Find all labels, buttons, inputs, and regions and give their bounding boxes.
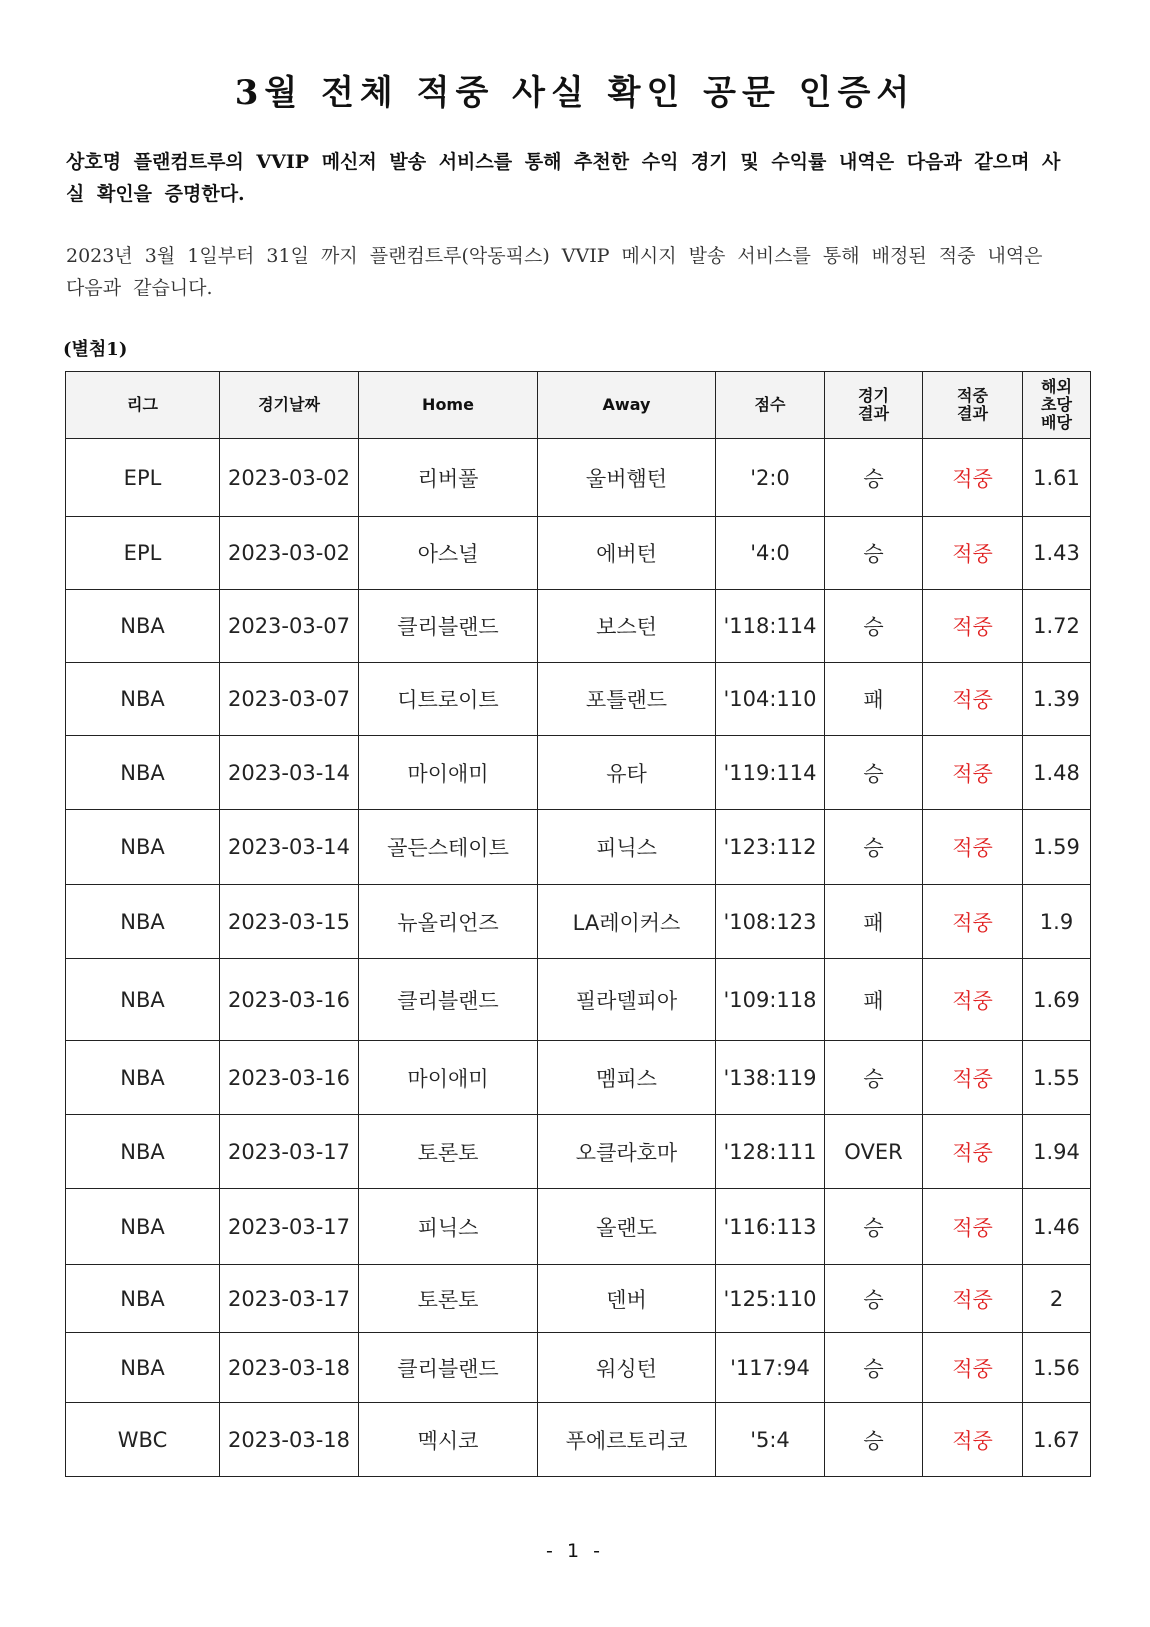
odds-cell: 1.43 (1023, 517, 1091, 590)
home-team-cell: 토론토 (359, 1115, 538, 1189)
document-title: 3월 전체 적중 사실 확인 공문 인증서 (234, 73, 916, 113)
home-team-cell: 클리블랜드 (359, 1333, 538, 1403)
score-cell: '138:119 (716, 1041, 825, 1115)
home-team-cell: 뉴올리언즈 (359, 885, 538, 959)
league-cell: NBA (66, 590, 220, 663)
game-result-cell: 패 (825, 663, 923, 736)
league-cell: NBA (66, 810, 220, 885)
game-result-cell: 패 (825, 885, 923, 959)
page-number: - 1 - (546, 1540, 604, 1562)
date-cell: 2023-03-15 (220, 885, 359, 959)
table-row (66, 590, 1091, 663)
league-cell: NBA (66, 663, 220, 736)
score-cell: '109:118 (716, 959, 825, 1041)
game-result-cell: OVER (825, 1115, 923, 1189)
hit-result-cell: 적중 (923, 517, 1023, 590)
hit-result-cell: 적중 (923, 663, 1023, 736)
hit-result-cell: 적중 (923, 439, 1023, 517)
hit-result-cell: 적중 (923, 1403, 1023, 1477)
table-row (66, 1115, 1091, 1189)
score-cell: '116:113 (716, 1189, 825, 1265)
date-cell: 2023-03-02 (220, 517, 359, 590)
game-result-cell: 승 (825, 517, 923, 590)
game-result-cell: 승 (825, 439, 923, 517)
score-cell: '2:0 (716, 439, 825, 517)
home-team-cell: 클리블랜드 (359, 959, 538, 1041)
game-result-cell: 승 (825, 1041, 923, 1115)
date-cell: 2023-03-18 (220, 1403, 359, 1477)
score-cell: '104:110 (716, 663, 825, 736)
hit-result-cell: 적중 (923, 1265, 1023, 1333)
odds-cell: 1.48 (1023, 736, 1091, 810)
league-cell: NBA (66, 959, 220, 1041)
table-row (66, 663, 1091, 736)
table-body (66, 439, 1091, 1477)
game-result-cell: 승 (825, 590, 923, 663)
hit-result-cell: 적중 (923, 1115, 1023, 1189)
odds-cell: 2 (1023, 1265, 1091, 1333)
table-row (66, 1333, 1091, 1403)
away-team-cell: 에버턴 (538, 517, 716, 590)
table-row (66, 810, 1091, 885)
table-header-row (66, 372, 1091, 439)
game-result-cell: 승 (825, 1265, 923, 1333)
score-cell: '117:94 (716, 1333, 825, 1403)
attachment-label: (별첨1) (63, 339, 128, 360)
league-cell: EPL (66, 517, 220, 590)
odds-cell: 1.59 (1023, 810, 1091, 885)
column-header: 점수 (716, 372, 825, 439)
odds-cell: 1.72 (1023, 590, 1091, 663)
score-cell: '4:0 (716, 517, 825, 590)
home-team-cell: 리버풀 (359, 439, 538, 517)
table-row (66, 517, 1091, 590)
score-cell: '125:110 (716, 1265, 825, 1333)
away-team-cell: 울버햄턴 (538, 439, 716, 517)
away-team-cell: 보스턴 (538, 590, 716, 663)
away-team-cell: LA레이커스 (538, 885, 716, 959)
league-cell: NBA (66, 1265, 220, 1333)
hit-result-cell: 적중 (923, 1333, 1023, 1403)
score-cell: '118:114 (716, 590, 825, 663)
column-header: 적중 결과 (923, 372, 1023, 439)
away-team-cell: 푸에르토리코 (538, 1403, 716, 1477)
away-team-cell: 포틀랜드 (538, 663, 716, 736)
away-team-cell: 덴버 (538, 1265, 716, 1333)
table-row (66, 1403, 1091, 1477)
away-team-cell: 올랜도 (538, 1189, 716, 1265)
home-team-cell: 마이애미 (359, 736, 538, 810)
odds-cell: 1.55 (1023, 1041, 1091, 1115)
odds-cell: 1.67 (1023, 1403, 1091, 1477)
date-cell: 2023-03-17 (220, 1265, 359, 1333)
table-row (66, 885, 1091, 959)
column-header: 리그 (66, 372, 220, 439)
game-result-cell: 승 (825, 736, 923, 810)
league-cell: WBC (66, 1403, 220, 1477)
home-team-cell: 골든스테이트 (359, 810, 538, 885)
certification-statement: 상호명 플랜컴트루의 VVIP 메신저 발송 서비스를 통해 추천한 수익 경기 및 수익률 내역은 다음과 같으며 사실 확인을 증명한다. (66, 151, 1061, 205)
score-cell: '119:114 (716, 736, 825, 810)
odds-cell: 1.56 (1023, 1333, 1091, 1403)
game-result-cell: 승 (825, 1333, 923, 1403)
table-row (66, 1265, 1091, 1333)
column-header: Home (359, 372, 538, 439)
hit-result-cell: 적중 (923, 1189, 1023, 1265)
league-cell: NBA (66, 1333, 220, 1403)
table-row (66, 736, 1091, 810)
odds-cell: 1.69 (1023, 959, 1091, 1041)
league-cell: EPL (66, 439, 220, 517)
hit-result-cell: 적중 (923, 885, 1023, 959)
odds-cell: 1.9 (1023, 885, 1091, 959)
game-result-cell: 패 (825, 959, 923, 1041)
league-cell: NBA (66, 1115, 220, 1189)
hit-result-cell: 적중 (923, 736, 1023, 810)
home-team-cell: 디트로이트 (359, 663, 538, 736)
hit-result-cell: 적중 (923, 810, 1023, 885)
hit-result-cell: 적중 (923, 590, 1023, 663)
column-header: Away (538, 372, 716, 439)
column-header: 해외 초당 배당 (1023, 372, 1091, 439)
table-row (66, 439, 1091, 517)
date-cell: 2023-03-16 (220, 959, 359, 1041)
away-team-cell: 오클라호마 (538, 1115, 716, 1189)
date-cell: 2023-03-17 (220, 1189, 359, 1265)
hit-result-cell: 적중 (923, 959, 1023, 1041)
hit-result-cell: 적중 (923, 1041, 1023, 1115)
game-result-cell: 승 (825, 1189, 923, 1265)
home-team-cell: 아스널 (359, 517, 538, 590)
date-cell: 2023-03-02 (220, 439, 359, 517)
league-cell: NBA (66, 736, 220, 810)
away-team-cell: 필라델피아 (538, 959, 716, 1041)
results-table (65, 371, 1091, 1477)
date-cell: 2023-03-14 (220, 810, 359, 885)
game-result-cell: 승 (825, 810, 923, 885)
home-team-cell: 토론토 (359, 1265, 538, 1333)
score-cell: '128:111 (716, 1115, 825, 1189)
table-row (66, 1189, 1091, 1265)
home-team-cell: 클리블랜드 (359, 590, 538, 663)
home-team-cell: 마이애미 (359, 1041, 538, 1115)
date-cell: 2023-03-07 (220, 663, 359, 736)
home-team-cell: 멕시코 (359, 1403, 538, 1477)
league-cell: NBA (66, 1189, 220, 1265)
column-header: 경기날짜 (220, 372, 359, 439)
score-cell: '108:123 (716, 885, 825, 959)
score-cell: '123:112 (716, 810, 825, 885)
odds-cell: 1.46 (1023, 1189, 1091, 1265)
date-cell: 2023-03-18 (220, 1333, 359, 1403)
away-team-cell: 멤피스 (538, 1041, 716, 1115)
away-team-cell: 유타 (538, 736, 716, 810)
league-cell: NBA (66, 1041, 220, 1115)
home-team-cell: 피닉스 (359, 1189, 538, 1265)
game-result-cell: 승 (825, 1403, 923, 1477)
away-team-cell: 피닉스 (538, 810, 716, 885)
league-cell: NBA (66, 885, 220, 959)
odds-cell: 1.61 (1023, 439, 1091, 517)
date-cell: 2023-03-14 (220, 736, 359, 810)
date-cell: 2023-03-17 (220, 1115, 359, 1189)
odds-cell: 1.39 (1023, 663, 1091, 736)
table-row (66, 959, 1091, 1041)
column-header: 경기 결과 (825, 372, 923, 439)
date-cell: 2023-03-16 (220, 1041, 359, 1115)
date-cell: 2023-03-07 (220, 590, 359, 663)
period-description: 2023년 3월 1일부터 31일 까지 플랜컴트루(악동픽스) VVIP 메시지 발송 서비스를 통해 배정된 적중 내역은 다음과 같습니다. (66, 245, 1043, 299)
away-team-cell: 워싱턴 (538, 1333, 716, 1403)
table-row (66, 1041, 1091, 1115)
odds-cell: 1.94 (1023, 1115, 1091, 1189)
score-cell: '5:4 (716, 1403, 825, 1477)
